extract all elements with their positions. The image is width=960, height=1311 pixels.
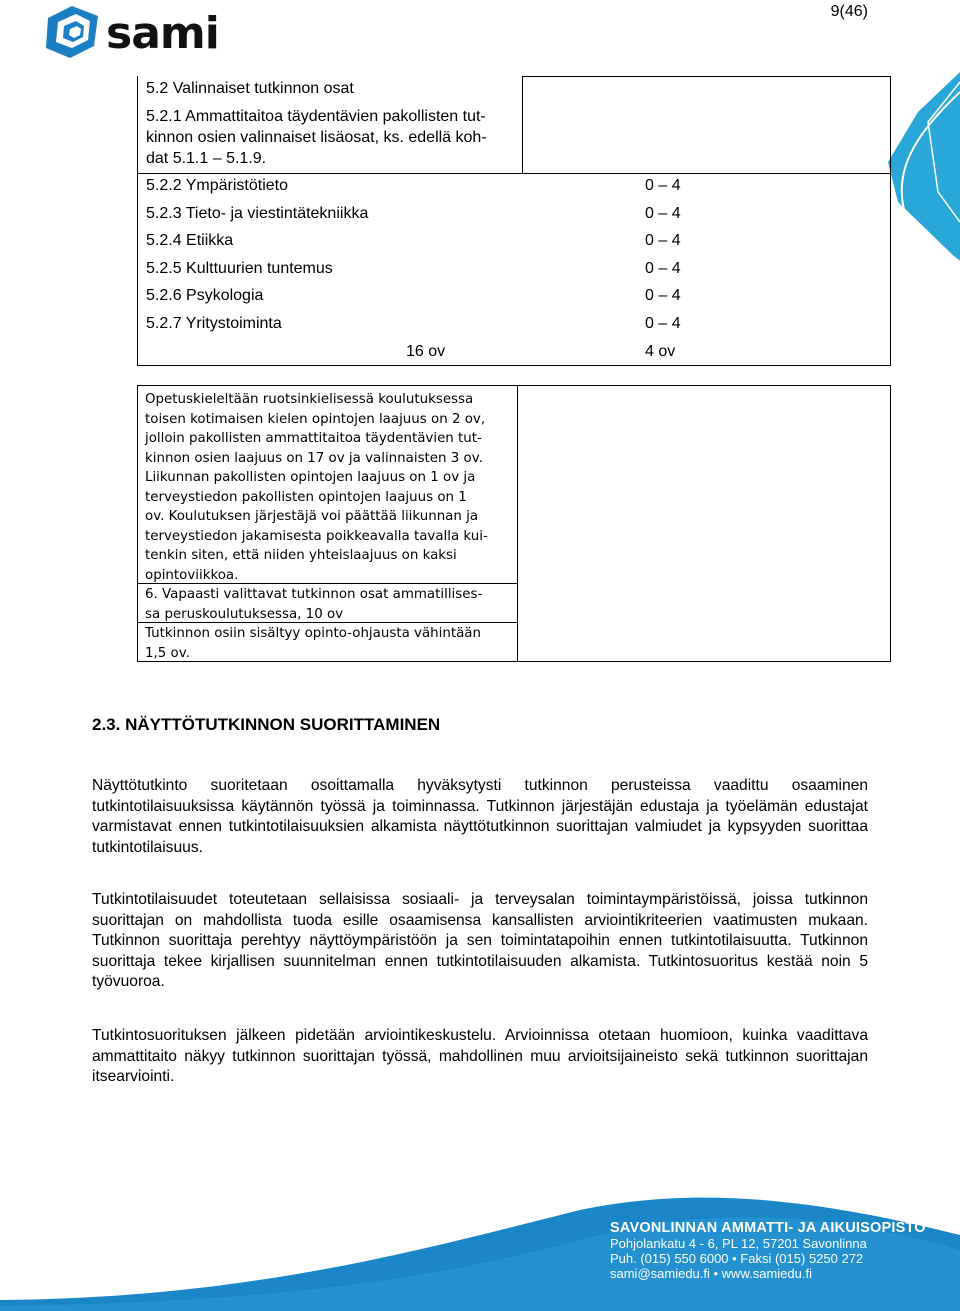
- footer-web: sami@samiedu.fi • www.samiedu.fi: [610, 1266, 812, 1281]
- svg-text:sami: sami: [106, 8, 219, 59]
- total-right: 4 ov: [645, 343, 676, 360]
- row-range: 0 – 4: [645, 260, 681, 277]
- footer-contact: [610, 1220, 926, 1281]
- note-line: terveystiedon pakollisten opintojen laajuus on 1: [145, 489, 467, 505]
- table-title: 5.2 Valinnaiset tutkinnon osat: [146, 80, 354, 97]
- row-label: 5.2.3 Tieto- ja viestintätekniikka: [146, 205, 369, 222]
- footer-phone: Puh. (015) 550 6000 • Faksi (015) 5250 272: [610, 1251, 864, 1266]
- note-line: opintoviikkoa.: [145, 567, 239, 583]
- page-number: 9(46): [830, 3, 868, 20]
- guidance-line: 1,5 ov.: [145, 645, 190, 661]
- total-mid: 16 ov: [406, 343, 446, 360]
- paragraph: Tutkintosuorituksen jälkeen pidetään arviointikeskustelu. Arvioinnissa otetaan huomioon, kuinka vaadittava ammattitaito näkyy tutkinnon suorittajan työssä, mahdollinen muu arvioitsijaineisto sekä tutkinnon suorittajan itsearviointi.: [92, 1027, 868, 1086]
- section-heading: 2.3. NÄYTTÖTUTKINNON SUORITTAMINEN: [92, 715, 441, 734]
- row-range: 0 – 4: [645, 315, 681, 332]
- sami-logo: [42, 2, 257, 60]
- paragraph: Tutkintotilaisuudet toteutetaan sellaisissa sosiaali- ja terveysalan toimintaympäristöissä, joissa tutkinnon suorittajan on mahdollista tuoda esille osaamisensa kansallisten arviointikriteerien vaatimusten mukaan. Tutkinnon suorittaja perehtyy näyttöympäristöön ja sen toimintatapoihin ennen tutkintotilaisuutta. Tutkinnon suorittaja tekee kirjallisen suunnitelman ennen tutkintotilaisuuden alkamista. Tutkintosuoritus kestää noin 5 työvuoroa.: [92, 891, 868, 991]
- row-range: 0 – 4: [645, 205, 681, 222]
- note-line: kinnon osien laajuus on 17 ov ja valinnaisten 3 ov.: [145, 450, 483, 466]
- subsection-line: 5.2.1 Ammattitaitoa täydentävien pakollisten tut-: [146, 108, 486, 125]
- row-range: 0 – 4: [645, 287, 681, 304]
- note-line: Liikunnan pakollisten opintojen laajuus on 1 ov ja: [145, 470, 476, 485]
- free-choice-line: sa peruskoulutuksessa, 10 ov: [145, 606, 344, 622]
- subsection-line: kinnon osien valinnaiset lisäosat, ks. edellä koh-: [146, 129, 487, 146]
- note-line: toisen kotimaisen kielen opintojen laajuus on 2 ov,: [145, 411, 486, 427]
- note-line: terveystiedon jakamisesta poikkeavalla tavalla kui-: [145, 528, 488, 544]
- row-range: 0 – 4: [645, 177, 681, 194]
- note-line: ov. Koulutuksen järjestäjä voi päättää liikunnan ja: [145, 509, 479, 524]
- notes-text: [145, 390, 513, 663]
- note-line: Opetuskieleltään ruotsinkielisessä koulutuksessa: [145, 392, 474, 407]
- note-line: jolloin pakollisten ammattitaitoa täydentävien tut-: [145, 431, 482, 446]
- free-choice-line: 6. Vapaasti valittavat tutkinnon osat ammatillises-: [145, 587, 483, 602]
- guidance-line: Tutkinnon osiin sisältyy opinto-ohjausta vähintään: [145, 626, 482, 641]
- subsection-line: dat 5.1.1 – 5.1.9.: [146, 150, 267, 167]
- paragraph: Näyttötutkinto suoritetaan osoittamalla hyväksytysti tutkinnon perusteissa vaadittu osaaminen tutkintotilaisuuksissa käytännön työssä ja toiminnassa. Tutkinnon järjestäjän edustaja ja työelämän edustajat varmistavat ennen tutkintotilaisuuksien alkamista näyttötutkinnon suorittajan valmiudet ja kypsyyden suorittaa tutkintotilaisuus.: [92, 777, 868, 856]
- row-label: 5.2.5 Kulttuurien tuntemus: [146, 260, 333, 277]
- row-label: 5.2.4 Etiikka: [146, 232, 234, 249]
- row-label: 5.2.7 Yritystoiminta: [146, 315, 282, 332]
- footer-address: Pohjolankatu 4 - 6, PL 12, 57201 Savonlinna: [610, 1236, 867, 1251]
- row-label: 5.2.2 Ympäristötieto: [146, 177, 289, 194]
- footer-org: SAVONLINNAN AMMATTI- JA AIKUISOPISTO: [610, 1220, 926, 1236]
- row-range: 0 – 4: [645, 232, 681, 249]
- row-label: 5.2.6 Psykologia: [146, 287, 264, 304]
- note-line: tenkin siten, että niiden yhteislaajuus on kaksi: [145, 548, 457, 563]
